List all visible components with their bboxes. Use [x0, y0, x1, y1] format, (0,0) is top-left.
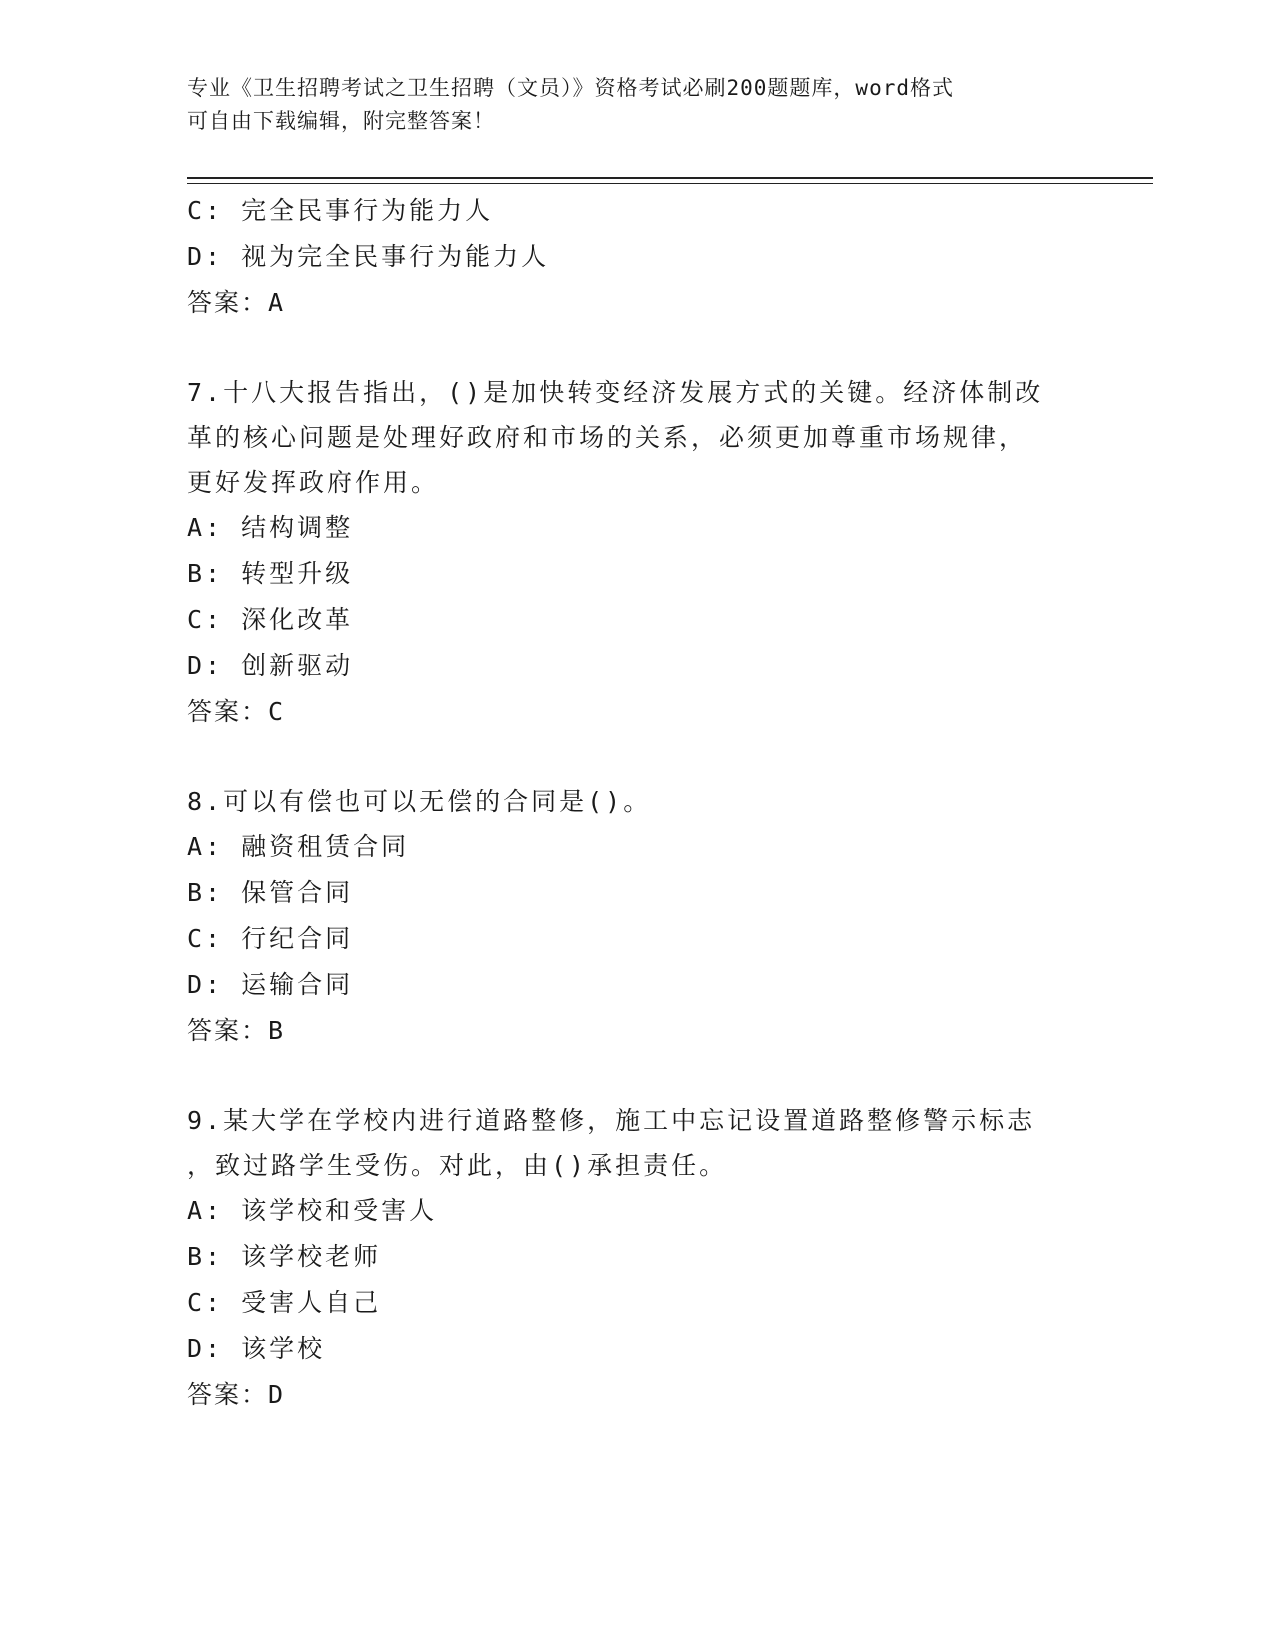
question-text-line: ，致过路学生受伤。对此，由()承担责任。	[187, 1151, 728, 1180]
option-b: B: 转型升级	[187, 559, 354, 588]
answer-label: 答案：D	[187, 1380, 286, 1409]
option-b: B: 保管合同	[187, 878, 354, 907]
option-d: D: 该学校	[187, 1334, 326, 1363]
option-c: C: 受害人自己	[187, 1288, 382, 1317]
header-title-line-1: 专业《卫生招聘考试之卫生招聘（文员）》资格考试必刷200题题库，word格式	[187, 76, 954, 100]
question-text-line: 9.某大学在学校内进行道路整修，施工中忘记设置道路整修警示标志	[187, 1106, 1036, 1135]
question-text-line: 革的核心问题是处理好政府和市场的关系，必须更加尊重市场规律，	[187, 423, 1028, 452]
option-a: A: 该学校和受害人	[187, 1196, 438, 1225]
question-6-continued	[187, 188, 1087, 326]
answer-label: 答案：A	[187, 288, 286, 317]
document-header	[187, 72, 1077, 138]
option-c: C: 深化改革	[187, 605, 354, 634]
option-a: A: 融资租赁合同	[187, 832, 410, 861]
header-title-line-2: 可自由下载编辑，附完整答案！	[187, 109, 495, 133]
option-d: D: 视为完全民事行为能力人	[187, 242, 550, 271]
option-b: B: 该学校老师	[187, 1242, 382, 1271]
question-list	[187, 188, 1087, 1418]
header-divider-thin	[187, 183, 1153, 184]
answer-label: 答案：B	[187, 1016, 286, 1045]
question-text-line: 8.可以有偿也可以无偿的合同是()。	[187, 787, 652, 816]
option-a: A: 结构调整	[187, 513, 354, 542]
option-d: D: 创新驱动	[187, 651, 354, 680]
header-divider-thick	[187, 177, 1153, 179]
question-8	[187, 779, 1087, 1054]
question-7	[187, 370, 1087, 735]
question-text-line: 更好发挥政府作用。	[187, 468, 440, 497]
option-d: D: 运输合同	[187, 970, 354, 999]
answer-label: 答案：C	[187, 697, 286, 726]
question-text-line: 7.十八大报告指出，()是加快转变经济发展方式的关键。经济体制改	[187, 378, 1044, 407]
question-9	[187, 1098, 1087, 1418]
option-c: C: 完全民事行为能力人	[187, 196, 494, 225]
option-c: C: 行纪合同	[187, 924, 354, 953]
